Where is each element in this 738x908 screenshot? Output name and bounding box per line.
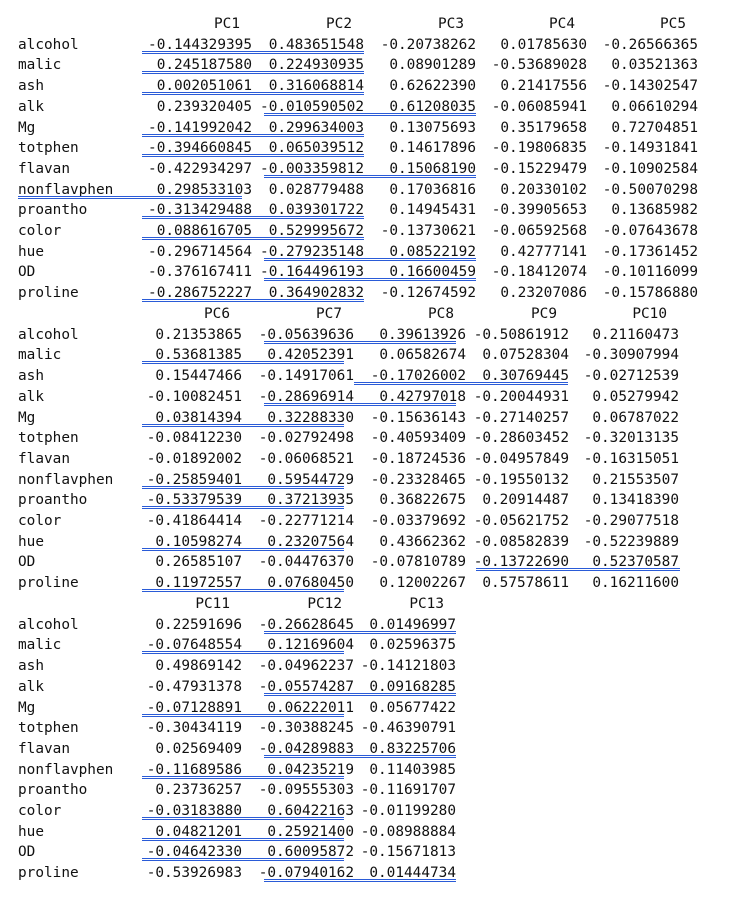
table-row bbox=[0, 200, 738, 220]
loading-value: -0.29077518 bbox=[583, 513, 679, 529]
row-label: malic bbox=[18, 57, 62, 74]
loading-value: 0.483651548 bbox=[268, 36, 364, 53]
loading-value: -0.003359812 bbox=[260, 160, 364, 177]
highlight-underline bbox=[142, 299, 364, 302]
loading-value: 0.61208035 bbox=[389, 98, 476, 115]
column-header: PC6 bbox=[204, 306, 230, 322]
table-row bbox=[0, 780, 738, 800]
loading-value: 0.14617896 bbox=[389, 140, 476, 157]
table-row bbox=[0, 35, 738, 55]
table-row bbox=[0, 138, 738, 158]
loading-value: -0.04289883 bbox=[258, 740, 354, 757]
loading-value: 0.43662362 bbox=[379, 533, 466, 550]
loading-value: -0.07810789 bbox=[370, 554, 466, 571]
loading-value: 0.57578611 bbox=[482, 575, 569, 592]
loading-value: 0.364902832 bbox=[268, 285, 364, 302]
loading-value: 0.316068814 bbox=[268, 78, 364, 95]
loading-value: 0.06222011 bbox=[267, 699, 354, 716]
loading-value: -0.23328465 bbox=[370, 471, 466, 488]
highlight-underline bbox=[142, 776, 344, 779]
loading-value: 0.245187580 bbox=[156, 57, 252, 74]
row-label: malic bbox=[18, 637, 62, 654]
loading-value: -0.50070298 bbox=[602, 181, 698, 198]
table-row bbox=[0, 801, 738, 821]
loading-value: -0.53379539 bbox=[146, 492, 242, 509]
highlight-underline bbox=[142, 858, 344, 861]
highlight-underline bbox=[142, 817, 344, 820]
highlight-underline bbox=[264, 341, 456, 344]
row-label: ash bbox=[18, 658, 44, 675]
row-label: color bbox=[18, 513, 62, 529]
loading-value: -0.07648554 bbox=[146, 637, 242, 654]
loading-value: -0.25859401 bbox=[146, 471, 242, 488]
table-row bbox=[0, 760, 738, 780]
loading-value: -0.15671813 bbox=[360, 844, 456, 861]
loading-value: 0.21417556 bbox=[500, 78, 587, 95]
loading-value: -0.164496193 bbox=[260, 264, 364, 281]
highlight-underline bbox=[142, 589, 344, 592]
loading-value: -0.40593409 bbox=[370, 430, 466, 447]
loading-value: -0.50861912 bbox=[473, 326, 569, 343]
loading-value: 0.35179658 bbox=[500, 119, 587, 136]
row-label: color bbox=[18, 223, 62, 239]
loading-value: -0.05574287 bbox=[258, 678, 354, 695]
highlight-underline bbox=[142, 237, 364, 240]
loading-value: 0.11972557 bbox=[155, 575, 242, 592]
loading-value: -0.05639636 bbox=[258, 326, 354, 343]
loading-value: 0.039301722 bbox=[268, 202, 364, 219]
loading-value: 0.60095872 bbox=[267, 844, 354, 861]
loading-value: 0.42052391 bbox=[267, 347, 354, 364]
loading-value: 0.72704851 bbox=[611, 119, 698, 136]
table-row bbox=[0, 428, 738, 448]
table-row bbox=[0, 842, 738, 862]
loading-value: 0.09168285 bbox=[369, 678, 456, 695]
loading-value: -0.20044931 bbox=[473, 388, 569, 405]
loading-value: 0.06610294 bbox=[611, 98, 698, 115]
loading-value: 0.05279942 bbox=[592, 388, 679, 405]
highlight-underline bbox=[142, 216, 364, 219]
row-label: Mg bbox=[18, 119, 36, 136]
column-header: PC9 bbox=[531, 306, 557, 322]
loading-value: -0.22771214 bbox=[258, 513, 354, 529]
loading-value: -0.13730621 bbox=[380, 223, 476, 239]
loading-value: 0.06582674 bbox=[379, 347, 466, 364]
loading-value: 0.59544729 bbox=[267, 471, 354, 488]
loading-value: 0.39613926 bbox=[379, 326, 466, 343]
loading-value: -0.12674592 bbox=[380, 285, 476, 302]
loading-value: 0.03521363 bbox=[611, 57, 698, 74]
highlight-underline bbox=[142, 71, 364, 74]
row-label: proantho bbox=[18, 782, 88, 799]
table-row bbox=[0, 449, 738, 469]
loading-value: -0.11689586 bbox=[146, 761, 242, 778]
column-header: PC11 bbox=[195, 596, 230, 612]
table-row bbox=[0, 511, 738, 531]
highlight-underline bbox=[264, 258, 476, 261]
highlight-underline bbox=[476, 568, 680, 571]
loading-value: 0.20914487 bbox=[482, 492, 569, 509]
loading-value: -0.03379692 bbox=[370, 513, 466, 529]
loading-value: -0.15636143 bbox=[370, 409, 466, 426]
row-label: hue bbox=[18, 243, 44, 260]
loading-value: -0.28696914 bbox=[258, 388, 354, 405]
row-label: nonflavphen bbox=[18, 761, 114, 778]
loading-value: -0.19550132 bbox=[473, 471, 569, 488]
highlight-underline bbox=[264, 113, 476, 116]
loading-value: 0.22591696 bbox=[155, 616, 242, 633]
loading-value: 0.14945431 bbox=[389, 202, 476, 219]
loading-value: -0.07940162 bbox=[258, 865, 354, 882]
loading-value: -0.04957849 bbox=[473, 450, 569, 467]
loading-value: -0.18724536 bbox=[370, 450, 466, 467]
loading-value: -0.26566365 bbox=[602, 36, 698, 53]
loading-value: -0.02792498 bbox=[258, 430, 354, 447]
row-label: OD bbox=[18, 554, 36, 571]
row-label: OD bbox=[18, 844, 36, 861]
column-header: PC7 bbox=[316, 306, 342, 322]
loading-value: 0.002051061 bbox=[156, 78, 252, 95]
table-row bbox=[0, 573, 738, 593]
table-row bbox=[0, 408, 738, 428]
loading-value: -0.01892002 bbox=[146, 450, 242, 467]
loading-value: -0.07128891 bbox=[146, 699, 242, 716]
loading-value: -0.06085941 bbox=[491, 98, 587, 115]
loading-value: 0.299634003 bbox=[268, 119, 364, 136]
loading-value: 0.01785630 bbox=[500, 36, 587, 53]
highlight-underline bbox=[264, 403, 456, 406]
loading-value: -0.47931378 bbox=[146, 678, 242, 695]
table-row bbox=[0, 490, 738, 510]
loading-value: 0.15068190 bbox=[389, 160, 476, 177]
table-row bbox=[0, 55, 738, 75]
loading-value: -0.141992042 bbox=[148, 119, 252, 136]
loading-value: -0.06592568 bbox=[491, 223, 587, 239]
loading-value: 0.01444734 bbox=[369, 865, 456, 882]
loading-value: 0.04821201 bbox=[155, 823, 242, 840]
loading-value: 0.02569409 bbox=[155, 740, 242, 757]
row-label: proline bbox=[18, 865, 79, 882]
loading-value: -0.09555303 bbox=[258, 782, 354, 799]
loading-value: -0.27140257 bbox=[473, 409, 569, 426]
loading-value: -0.03183880 bbox=[146, 803, 242, 819]
highlight-underline bbox=[142, 506, 344, 509]
highlight-underline bbox=[264, 631, 456, 634]
loading-value: -0.04962237 bbox=[258, 658, 354, 675]
loading-value: 0.088616705 bbox=[156, 223, 252, 239]
table-row bbox=[0, 283, 738, 303]
loading-value: -0.376167411 bbox=[148, 264, 252, 281]
table-row bbox=[0, 345, 738, 365]
loading-value: 0.26585107 bbox=[155, 554, 242, 571]
loading-value: -0.52239889 bbox=[583, 533, 679, 550]
loading-value: -0.16315051 bbox=[583, 450, 679, 467]
loading-value: 0.02596375 bbox=[369, 637, 456, 654]
loading-value: -0.10116099 bbox=[602, 264, 698, 281]
loading-value: 0.16211600 bbox=[592, 575, 679, 592]
loading-value: 0.60422163 bbox=[267, 803, 354, 819]
column-header: PC2 bbox=[326, 16, 352, 32]
loading-value: -0.394660845 bbox=[148, 140, 252, 157]
loading-value: 0.36822675 bbox=[379, 492, 466, 509]
loading-value: -0.14931841 bbox=[602, 140, 698, 157]
loading-value: 0.21160473 bbox=[592, 326, 679, 343]
row-label: Mg bbox=[18, 409, 36, 426]
loading-value: -0.30388245 bbox=[258, 720, 354, 737]
row-label: totphen bbox=[18, 140, 79, 157]
loading-value: 0.07528304 bbox=[482, 347, 569, 364]
table-row bbox=[0, 822, 738, 842]
highlight-underline bbox=[142, 548, 344, 551]
loading-value: 0.25921400 bbox=[267, 823, 354, 840]
loading-value: -0.07643678 bbox=[602, 223, 698, 239]
loading-value: -0.30907994 bbox=[583, 347, 679, 364]
highlight-underline bbox=[142, 714, 344, 717]
row-label: proantho bbox=[18, 492, 88, 509]
column-header: PC12 bbox=[307, 596, 342, 612]
row-label: hue bbox=[18, 533, 44, 550]
loading-value: -0.10082451 bbox=[146, 388, 242, 405]
loading-value: -0.15786880 bbox=[602, 285, 698, 302]
loading-value: -0.14121803 bbox=[360, 658, 456, 675]
loading-value: -0.26628645 bbox=[258, 616, 354, 633]
row-label: malic bbox=[18, 347, 62, 364]
table-row bbox=[0, 656, 738, 676]
loading-value: 0.16600459 bbox=[389, 264, 476, 281]
row-label: alcohol bbox=[18, 36, 79, 53]
loading-value: -0.53926983 bbox=[146, 865, 242, 882]
row-label: ash bbox=[18, 78, 44, 95]
loading-value: -0.32013135 bbox=[583, 430, 679, 447]
loading-value: 0.04235219 bbox=[267, 761, 354, 778]
loading-value: 0.10598274 bbox=[155, 533, 242, 550]
table-row bbox=[0, 698, 738, 718]
loading-value: 0.12002267 bbox=[379, 575, 466, 592]
column-header: PC13 bbox=[409, 596, 444, 612]
loading-value: -0.08412230 bbox=[146, 430, 242, 447]
loading-value: -0.296714564 bbox=[148, 243, 252, 260]
loading-value: 0.42777141 bbox=[500, 243, 587, 260]
row-label: alcohol bbox=[18, 326, 79, 343]
highlight-underline bbox=[264, 879, 456, 882]
table-row bbox=[0, 470, 738, 490]
loading-value: -0.46390791 bbox=[360, 720, 456, 737]
row-label: proline bbox=[18, 575, 79, 592]
loading-value: 0.03814394 bbox=[155, 409, 242, 426]
loading-value: -0.13722690 bbox=[473, 554, 569, 571]
loading-value: -0.144329395 bbox=[148, 36, 252, 53]
loading-value: 0.23207086 bbox=[500, 285, 587, 302]
loading-value: 0.42797018 bbox=[379, 388, 466, 405]
row-label: alk bbox=[18, 388, 44, 405]
loading-value: -0.28603452 bbox=[473, 430, 569, 447]
loading-value: 0.028779488 bbox=[268, 181, 364, 198]
loading-value: 0.21553507 bbox=[592, 471, 679, 488]
highlight-underline bbox=[142, 424, 344, 427]
column-header: PC8 bbox=[428, 306, 454, 322]
loading-value: -0.04642330 bbox=[146, 844, 242, 861]
loading-value: -0.279235148 bbox=[260, 243, 364, 260]
highlight-underline bbox=[354, 382, 568, 385]
loading-value: 0.62622390 bbox=[389, 78, 476, 95]
row-label: alcohol bbox=[18, 616, 79, 633]
highlight-underline bbox=[142, 51, 364, 54]
row-label: flavan bbox=[18, 450, 70, 467]
loading-value: -0.02712539 bbox=[583, 368, 679, 385]
loading-value: -0.18412074 bbox=[491, 264, 587, 281]
loading-value: -0.39905653 bbox=[491, 202, 587, 219]
loading-value: 0.065039512 bbox=[268, 140, 364, 157]
row-label: nonflavphen bbox=[18, 181, 114, 198]
row-label: alk bbox=[18, 98, 44, 115]
loading-value: 0.07680450 bbox=[267, 575, 354, 592]
loading-value: 0.30769445 bbox=[482, 368, 569, 385]
loading-value: -0.15229479 bbox=[491, 160, 587, 177]
table-row bbox=[0, 76, 738, 96]
row-label: color bbox=[18, 803, 62, 819]
loading-value: 0.224930935 bbox=[268, 57, 364, 74]
highlight-underline bbox=[142, 154, 364, 157]
column-header-row bbox=[0, 14, 738, 34]
loading-value: -0.30434119 bbox=[146, 720, 242, 737]
row-label: flavan bbox=[18, 160, 70, 177]
loading-value: 0.17036816 bbox=[389, 181, 476, 198]
loading-value: 0.298533103 bbox=[156, 181, 252, 198]
row-label: totphen bbox=[18, 720, 79, 737]
loading-value: -0.14917061 bbox=[258, 368, 354, 385]
loading-value: -0.05621752 bbox=[473, 513, 569, 529]
loading-value: -0.14302547 bbox=[602, 78, 698, 95]
highlight-underline bbox=[264, 278, 476, 281]
table-row bbox=[0, 532, 738, 552]
column-header: PC5 bbox=[660, 16, 686, 32]
highlight-underline bbox=[264, 693, 456, 696]
table-row bbox=[0, 635, 738, 655]
loading-value: 0.01496997 bbox=[369, 616, 456, 633]
loading-value: 0.529995672 bbox=[268, 223, 364, 239]
row-label: ash bbox=[18, 368, 44, 385]
column-header-row bbox=[0, 304, 738, 324]
loading-value: -0.53689028 bbox=[491, 57, 587, 74]
loading-value: 0.23736257 bbox=[155, 782, 242, 799]
highlight-underline bbox=[264, 755, 456, 758]
loading-value: -0.06068521 bbox=[258, 450, 354, 467]
row-label: proline bbox=[18, 285, 79, 302]
table-row bbox=[0, 718, 738, 738]
loading-value: -0.422934297 bbox=[148, 160, 252, 177]
row-label: OD bbox=[18, 264, 36, 281]
column-header: PC4 bbox=[549, 16, 575, 32]
loading-value: 0.13418390 bbox=[592, 492, 679, 509]
loading-value: -0.08582839 bbox=[473, 533, 569, 550]
loading-value: 0.13685982 bbox=[611, 202, 698, 219]
loading-value: -0.11691707 bbox=[360, 782, 456, 799]
loading-value: -0.20738262 bbox=[380, 36, 476, 53]
row-label: nonflavphen bbox=[18, 471, 114, 488]
row-label: totphen bbox=[18, 430, 79, 447]
loading-value: -0.19806835 bbox=[491, 140, 587, 157]
loading-value: 0.13075693 bbox=[389, 119, 476, 136]
row-label: alk bbox=[18, 678, 44, 695]
loading-value: 0.83225706 bbox=[369, 740, 456, 757]
loading-value: 0.21353865 bbox=[155, 326, 242, 343]
loading-value: 0.12169604 bbox=[267, 637, 354, 654]
highlight-underline bbox=[142, 92, 364, 95]
loading-value: 0.08901289 bbox=[389, 57, 476, 74]
loading-value: -0.17026002 bbox=[370, 368, 466, 385]
highlight-underline bbox=[142, 838, 344, 841]
column-header: PC10 bbox=[632, 306, 667, 322]
loading-value: 0.52370587 bbox=[592, 554, 679, 571]
loading-value: 0.05677422 bbox=[369, 699, 456, 716]
column-header: PC1 bbox=[214, 16, 240, 32]
loading-value: 0.37213935 bbox=[267, 492, 354, 509]
loading-value: -0.01199280 bbox=[360, 803, 456, 819]
loading-value: -0.313429488 bbox=[148, 202, 252, 219]
table-row bbox=[0, 118, 738, 138]
loading-value: -0.41864414 bbox=[146, 513, 242, 529]
highlight-underline bbox=[18, 196, 242, 199]
loading-value: 0.23207564 bbox=[267, 533, 354, 550]
loading-value: 0.32288330 bbox=[267, 409, 354, 426]
highlight-underline bbox=[264, 175, 476, 178]
column-header-row bbox=[0, 594, 738, 614]
loading-value: 0.53681385 bbox=[155, 347, 242, 364]
row-label: Mg bbox=[18, 699, 36, 716]
row-label: hue bbox=[18, 823, 44, 840]
loading-value: -0.010590502 bbox=[260, 98, 364, 115]
loading-value: 0.06787022 bbox=[592, 409, 679, 426]
loading-value: 0.49869142 bbox=[155, 658, 242, 675]
loading-value: 0.15447466 bbox=[155, 368, 242, 385]
loading-value: -0.04476370 bbox=[258, 554, 354, 571]
highlight-underline bbox=[142, 134, 364, 137]
table-row bbox=[0, 221, 738, 241]
loading-value: 0.20330102 bbox=[500, 181, 587, 198]
row-label: flavan bbox=[18, 740, 70, 757]
highlight-underline bbox=[142, 651, 344, 654]
loading-value: 0.239320405 bbox=[156, 98, 252, 115]
loading-value: -0.286752227 bbox=[148, 285, 252, 302]
highlight-underline bbox=[142, 486, 344, 489]
row-label: proantho bbox=[18, 202, 88, 219]
column-header: PC3 bbox=[438, 16, 464, 32]
loading-value: 0.08522192 bbox=[389, 243, 476, 260]
loading-value: 0.11403985 bbox=[369, 761, 456, 778]
loading-value: -0.17361452 bbox=[602, 243, 698, 260]
loading-value: -0.10902584 bbox=[602, 160, 698, 177]
loading-value: -0.08988884 bbox=[360, 823, 456, 840]
highlight-underline bbox=[142, 361, 344, 364]
